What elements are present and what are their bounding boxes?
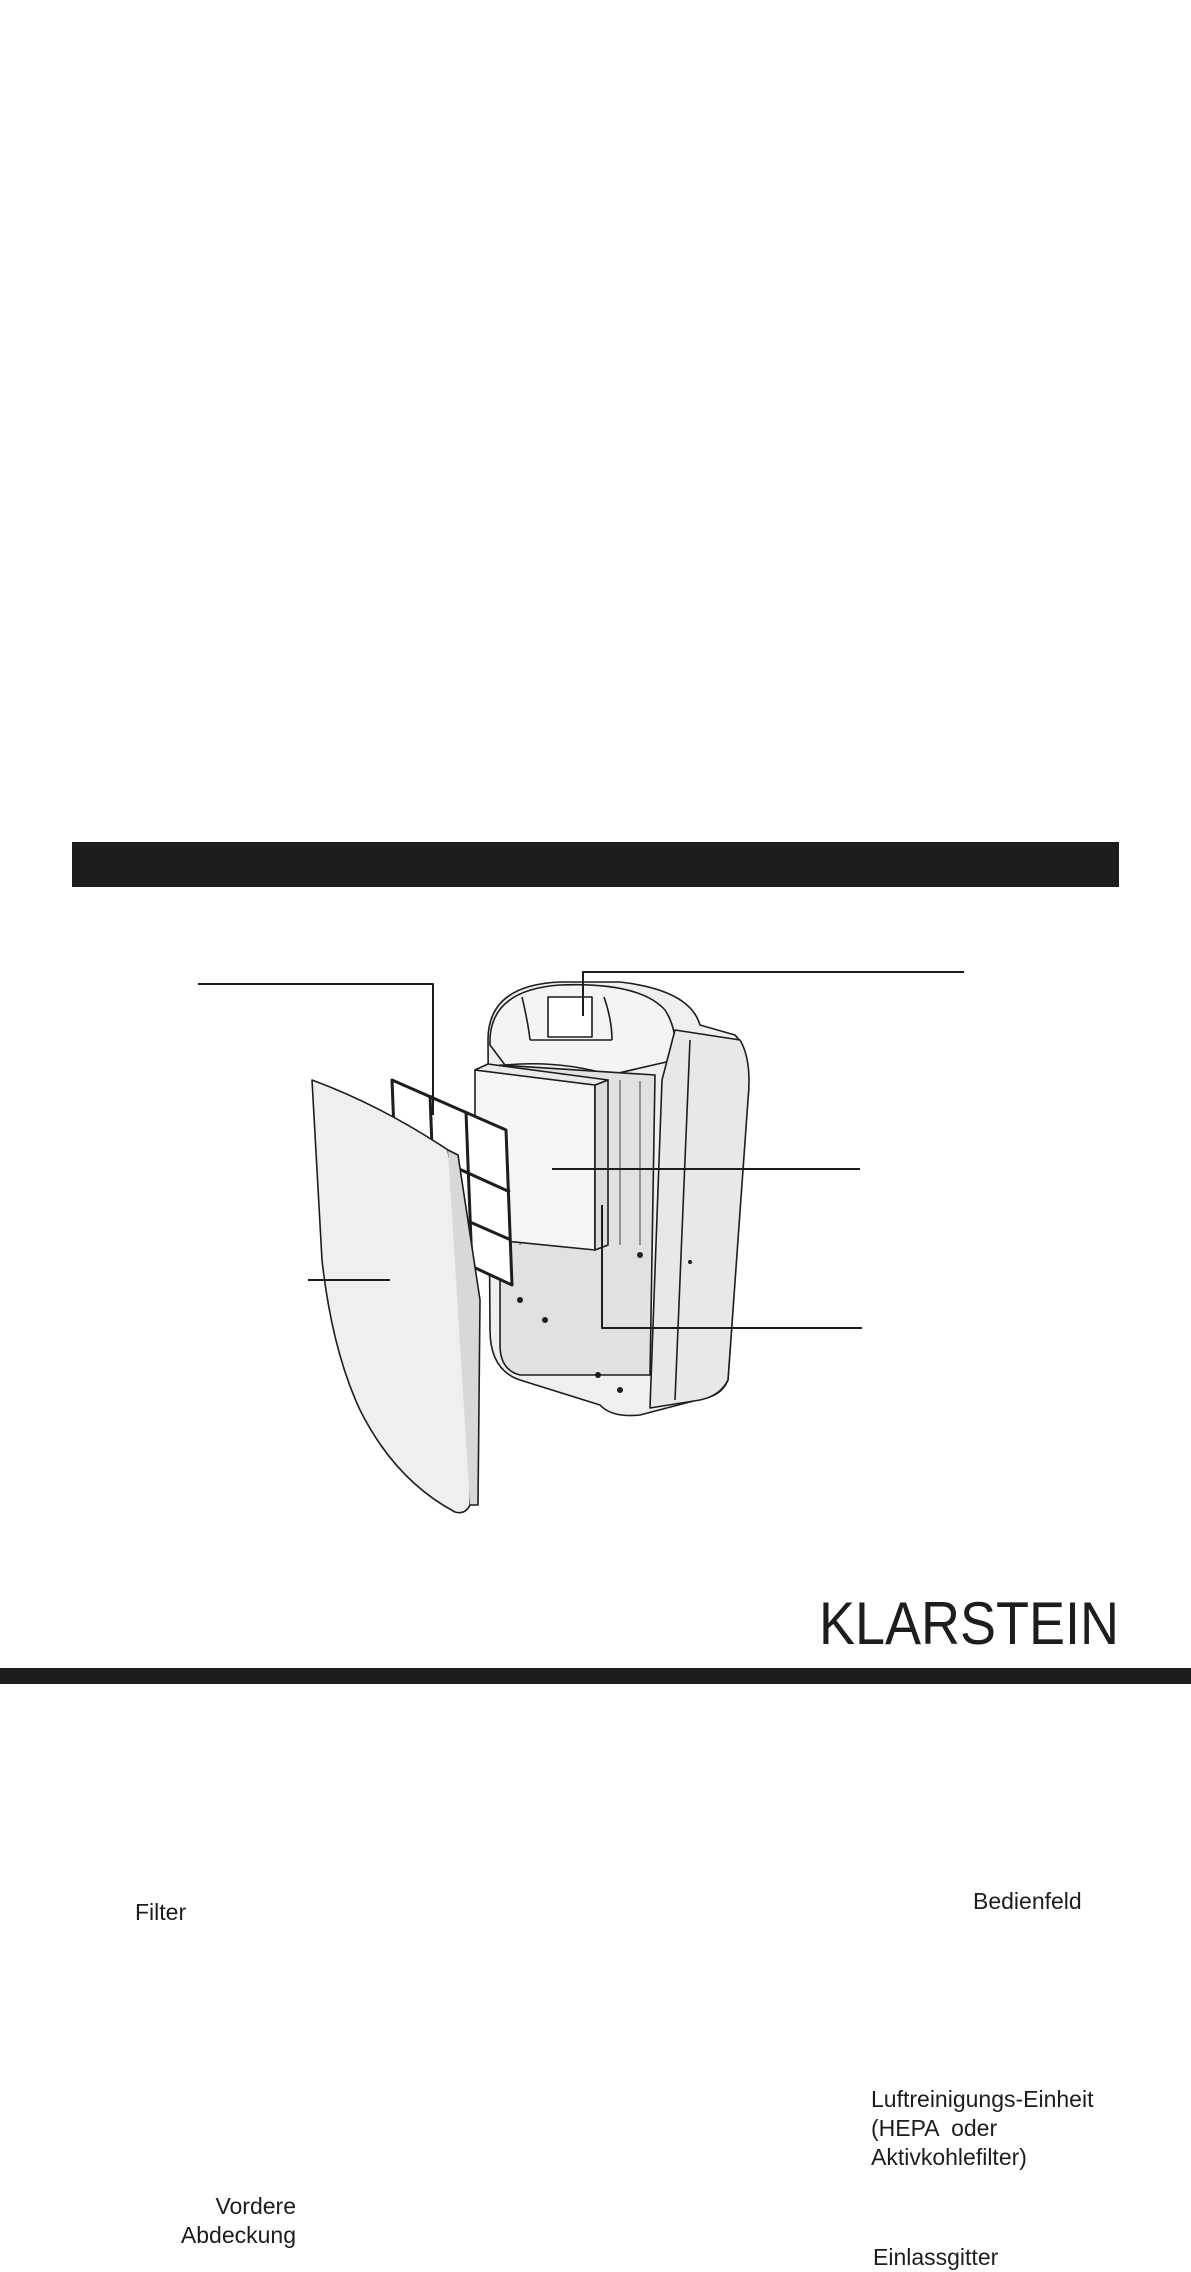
label-luftreinigung-line2: (HEPA oder: [871, 2115, 998, 2141]
label-luftreinigung-line1: Luftreinigungs-Einheit: [871, 2086, 1094, 2112]
device-side: [650, 1030, 749, 1408]
label-bedienfeld: Bedienfeld: [973, 1888, 1082, 1914]
label-luftreinigung-line3: Aktivkohlefilter): [871, 2144, 1027, 2170]
footer-bar: [0, 1668, 1191, 1684]
section-header-bar: [72, 842, 1119, 887]
brand-name: KLARSTEIN: [819, 1592, 1119, 1650]
label-filter: Filter: [135, 1899, 187, 1925]
label-einlassgitter: Einlassgitter: [873, 2244, 999, 2270]
air-purifier-illustration: [0, 930, 1191, 1530]
label-vordere-line1: Vordere: [215, 2193, 296, 2219]
klarstein-logo: [818, 1592, 1120, 1650]
control-display: [548, 997, 592, 1037]
label-vordere-line2: Abdeckung: [180, 2222, 296, 2248]
